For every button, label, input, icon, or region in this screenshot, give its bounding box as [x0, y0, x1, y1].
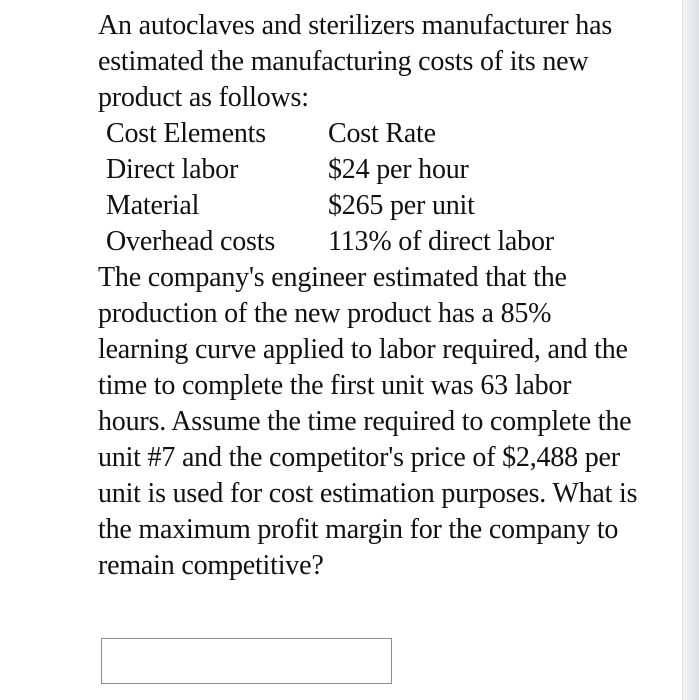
question-intro: An autoclaves and sterilizers manufacturer has estimated the manufacturing costs of its new product as follows:	[98, 10, 613, 113]
cost-rate: $24 per hour	[328, 154, 469, 185]
right-edge-shadow	[682, 0, 699, 700]
cost-element: Overhead costs	[106, 226, 276, 257]
answer-input[interactable]	[101, 638, 392, 684]
cost-element: Direct labor	[106, 154, 239, 185]
table-row	[106, 224, 554, 260]
cost-rate: 113% of direct labor	[328, 226, 554, 257]
cost-element: Material	[106, 190, 200, 221]
cost-table-header	[106, 116, 554, 152]
header-cost-elements: Cost Elements	[106, 118, 266, 149]
table-row	[106, 188, 554, 224]
question-body: The company's engineer estimated that the production of the new product has a 85% learning curve applied to labor required, and the time to complete the first unit was 63 labor hours. Assume the time required to complete the unit #7 and the competitor's price of $2,488 per unit is used for cost estimation purposes. What is the maximum profit margin for the company to remain competitive?	[98, 262, 638, 581]
cost-rate: $265 per unit	[328, 190, 475, 221]
table-row	[106, 152, 554, 188]
question-text	[98, 8, 638, 584]
cost-table	[106, 116, 554, 260]
header-cost-rate: Cost Rate	[328, 118, 436, 149]
